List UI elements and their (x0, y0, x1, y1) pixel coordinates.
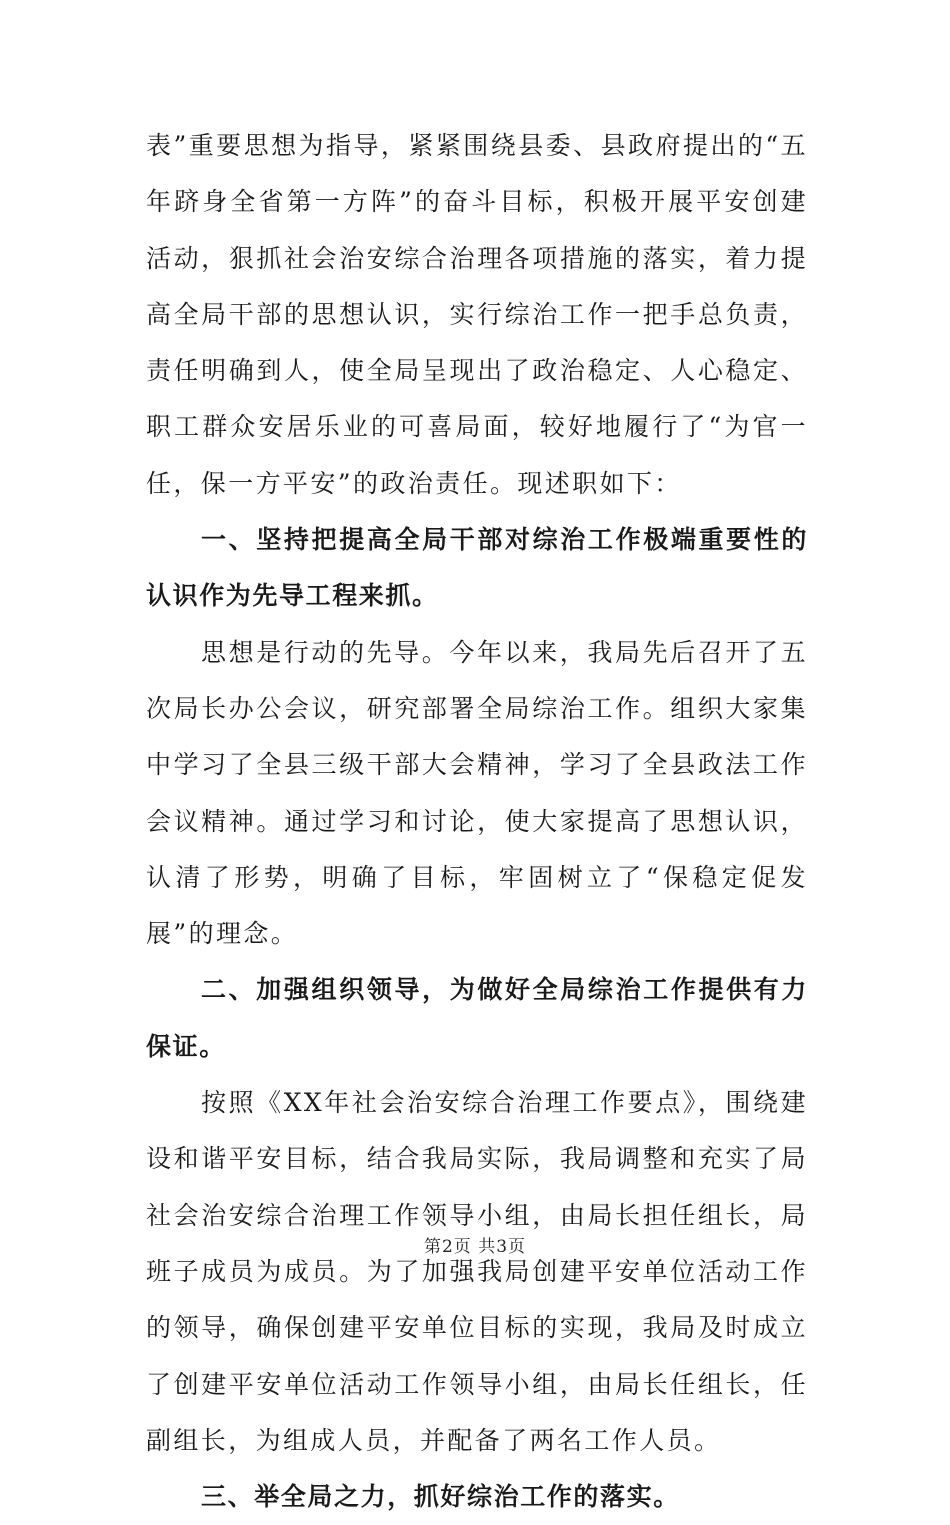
section-heading-2: 二、加强组织领导，为做好全局综治工作提供有力保证。 (146, 975, 808, 1061)
section-heading-1: 一、坚持把提高全局干部对综治工作极端重要性的认识作为先导工程来抓。 (146, 525, 808, 611)
paragraph-intro-continued: 表”重要思想为指导，紧紧围绕县委、县政府提出的“五年跻身全省第一方阵”的奋斗目标，积极开展平安创建活动，狠抓社会治安综合治理各项措施的落实，着力提高全局干部的思想认识，实行综治工作一把手总负责，责任明确到人，使全局呈现出了政治稳定、人心稳定、职工群众安居乐业的可喜局面，较好地履行了“为官一任，保一方平安”的政治责任。现述职如下： (146, 131, 808, 498)
document-body (146, 118, 808, 1525)
section-heading-3: 三、举全局之力，抓好综治工作的落实。 (201, 1482, 680, 1512)
paragraph-section-2: 按照《XX年社会治安综合治理工作要点》，围绕建设和谐平安目标，结合我局实际，我局调整和充实了局社会治安综合治理工作领导小组，由局长担任组长，局班子成员为成员。为了加强我局创建平安单位活动工作的领导，确保创建平安单位目标的实现，我局及时成立了创建平安单位活动工作领导小组，由局长任组长，任副组长，为组成人员，并配备了两名工作人员。 (146, 1088, 808, 1455)
page-footer: 第2页 共3页 (423, 1237, 527, 1257)
paragraph-section-1: 思想是行动的先导。今年以来，我局先后召开了五次局长办公会议，研究部署全局综治工作。组织大家集中学习了全县三级干部大会精神，学习了全县政法工作会议精神。通过学习和讨论，使大家提高了思想认识，认清了形势，明确了目标，牢固树立了“保稳定促发展”的理念。 (146, 637, 808, 949)
